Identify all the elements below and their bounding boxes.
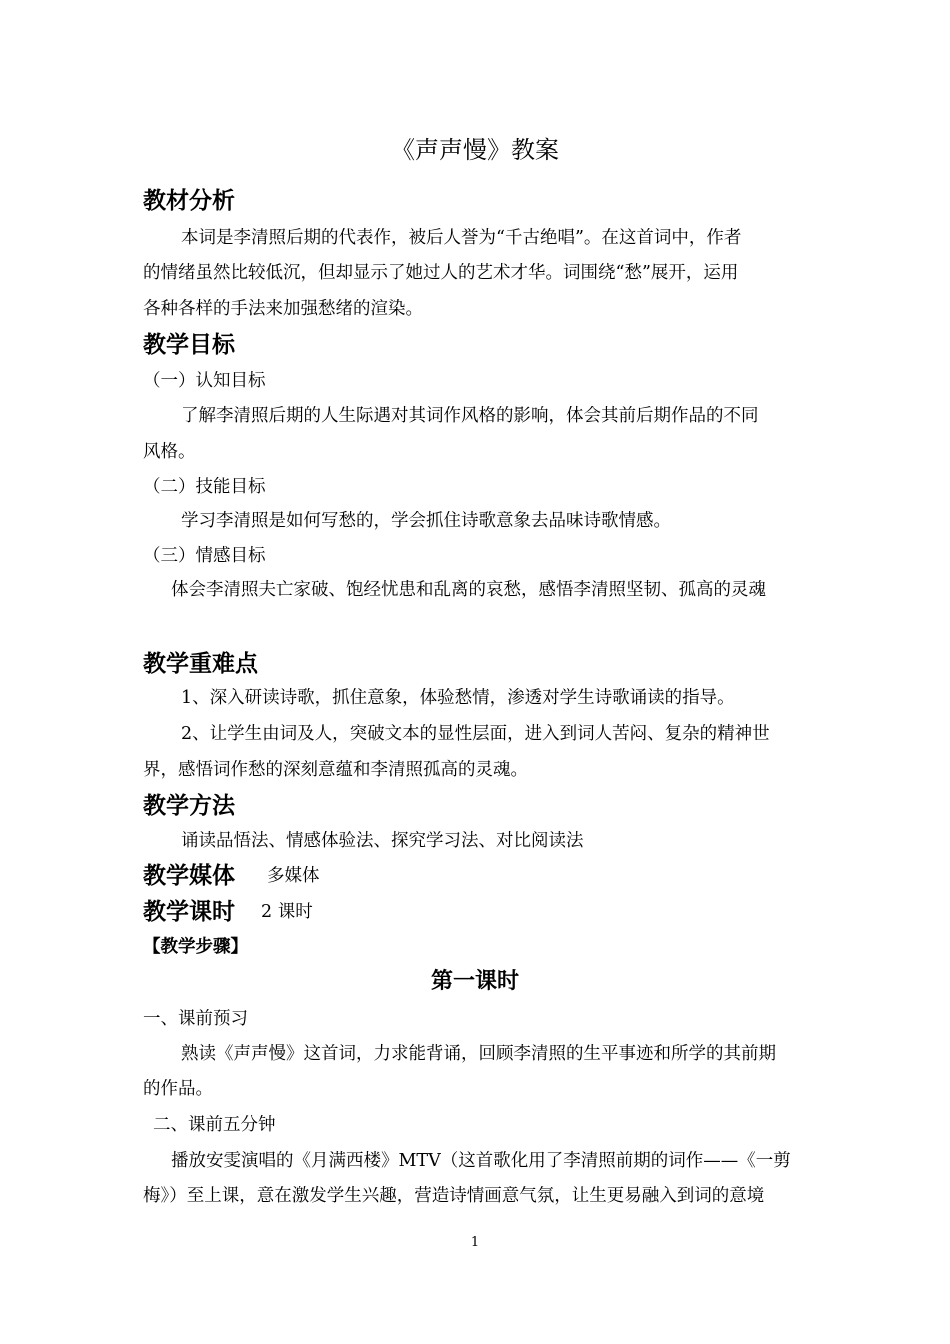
key-point-line-3: 界，感悟词作愁的深刻意蕴和李清照孤高的灵魂。 bbox=[143, 760, 528, 780]
cognitive-goal-line-1: 了解李清照后期的人生际遇对其词作风格的影响，体会其前后期作品的不同 bbox=[181, 406, 759, 426]
teaching-methods-line: 诵读品悟法、情感体验法、探究学习法、对比阅读法 bbox=[181, 831, 584, 851]
heading-material-analysis: 教材分析 bbox=[143, 188, 235, 214]
five-minutes-line-1: 播放安雯演唱的《月满西楼》MTV（这首歌化用了李清照前期的词作——《一剪 bbox=[171, 1151, 791, 1171]
teaching-media-value: 多媒体 bbox=[267, 866, 320, 886]
class-hours-value: 2 课时 bbox=[261, 902, 313, 922]
preview-line-2: 的作品。 bbox=[143, 1079, 213, 1099]
material-line-1: 本词是李清照后期的代表作，被后人誉为“千古绝唱”。在这首词中，作者 bbox=[181, 228, 742, 248]
teaching-steps-label: 【教学步骤】 bbox=[143, 937, 248, 957]
page-number: 1 bbox=[470, 1235, 480, 1250]
key-point-line-1: 1、深入研读诗歌，抓住意象，体验愁情，渗透对学生诗歌诵读的指导。 bbox=[181, 688, 735, 708]
five-minutes-label: 二、课前五分钟 bbox=[153, 1115, 276, 1135]
material-line-2: 的情绪虽然比较低沉，但却显示了她过人的艺术才华。词围绕“愁”展开，运用 bbox=[143, 263, 739, 283]
cognitive-goal-label: （一）认知目标 bbox=[143, 371, 266, 391]
heading-teaching-goals: 教学目标 bbox=[143, 332, 235, 358]
heading-teaching-methods: 教学方法 bbox=[143, 793, 235, 819]
skill-goal-label: （二）技能目标 bbox=[143, 477, 266, 497]
emotion-goal-line: 体会李清照夫亡家破、饱经忧患和乱离的哀愁，感悟李清照坚韧、孤高的灵魂 bbox=[171, 580, 766, 600]
five-minutes-line-2: 梅》）至上课，意在激发学生兴趣，营造诗情画意气氛，让生更易融入到词的意境 bbox=[143, 1186, 765, 1206]
heading-teaching-media: 教学媒体 bbox=[143, 863, 235, 889]
preview-line-1: 熟读《声声慢》这首词，力求能背诵，回顾李清照的生平事迹和所学的其前期 bbox=[181, 1044, 776, 1064]
cognitive-goal-line-2: 风格。 bbox=[143, 442, 196, 462]
key-point-line-2: 2、让学生由词及人，突破文本的显性层面，进入到词人苦闷、复杂的精神世 bbox=[181, 724, 770, 744]
heading-class-hours: 教学课时 bbox=[143, 899, 235, 925]
document-title: 《声声慢》教案 bbox=[391, 136, 559, 164]
skill-goal-line: 学习李清照是如何写愁的，学会抓住诗歌意象去品味诗歌情感。 bbox=[181, 511, 671, 531]
preview-label: 一、课前预习 bbox=[143, 1009, 248, 1029]
emotion-goal-label: （三）情感目标 bbox=[143, 546, 266, 566]
material-line-3: 各种各样的手法来加强愁绪的渲染。 bbox=[143, 299, 423, 319]
lesson-1-heading: 第一课时 bbox=[430, 969, 519, 994]
heading-key-points: 教学重难点 bbox=[143, 651, 258, 677]
